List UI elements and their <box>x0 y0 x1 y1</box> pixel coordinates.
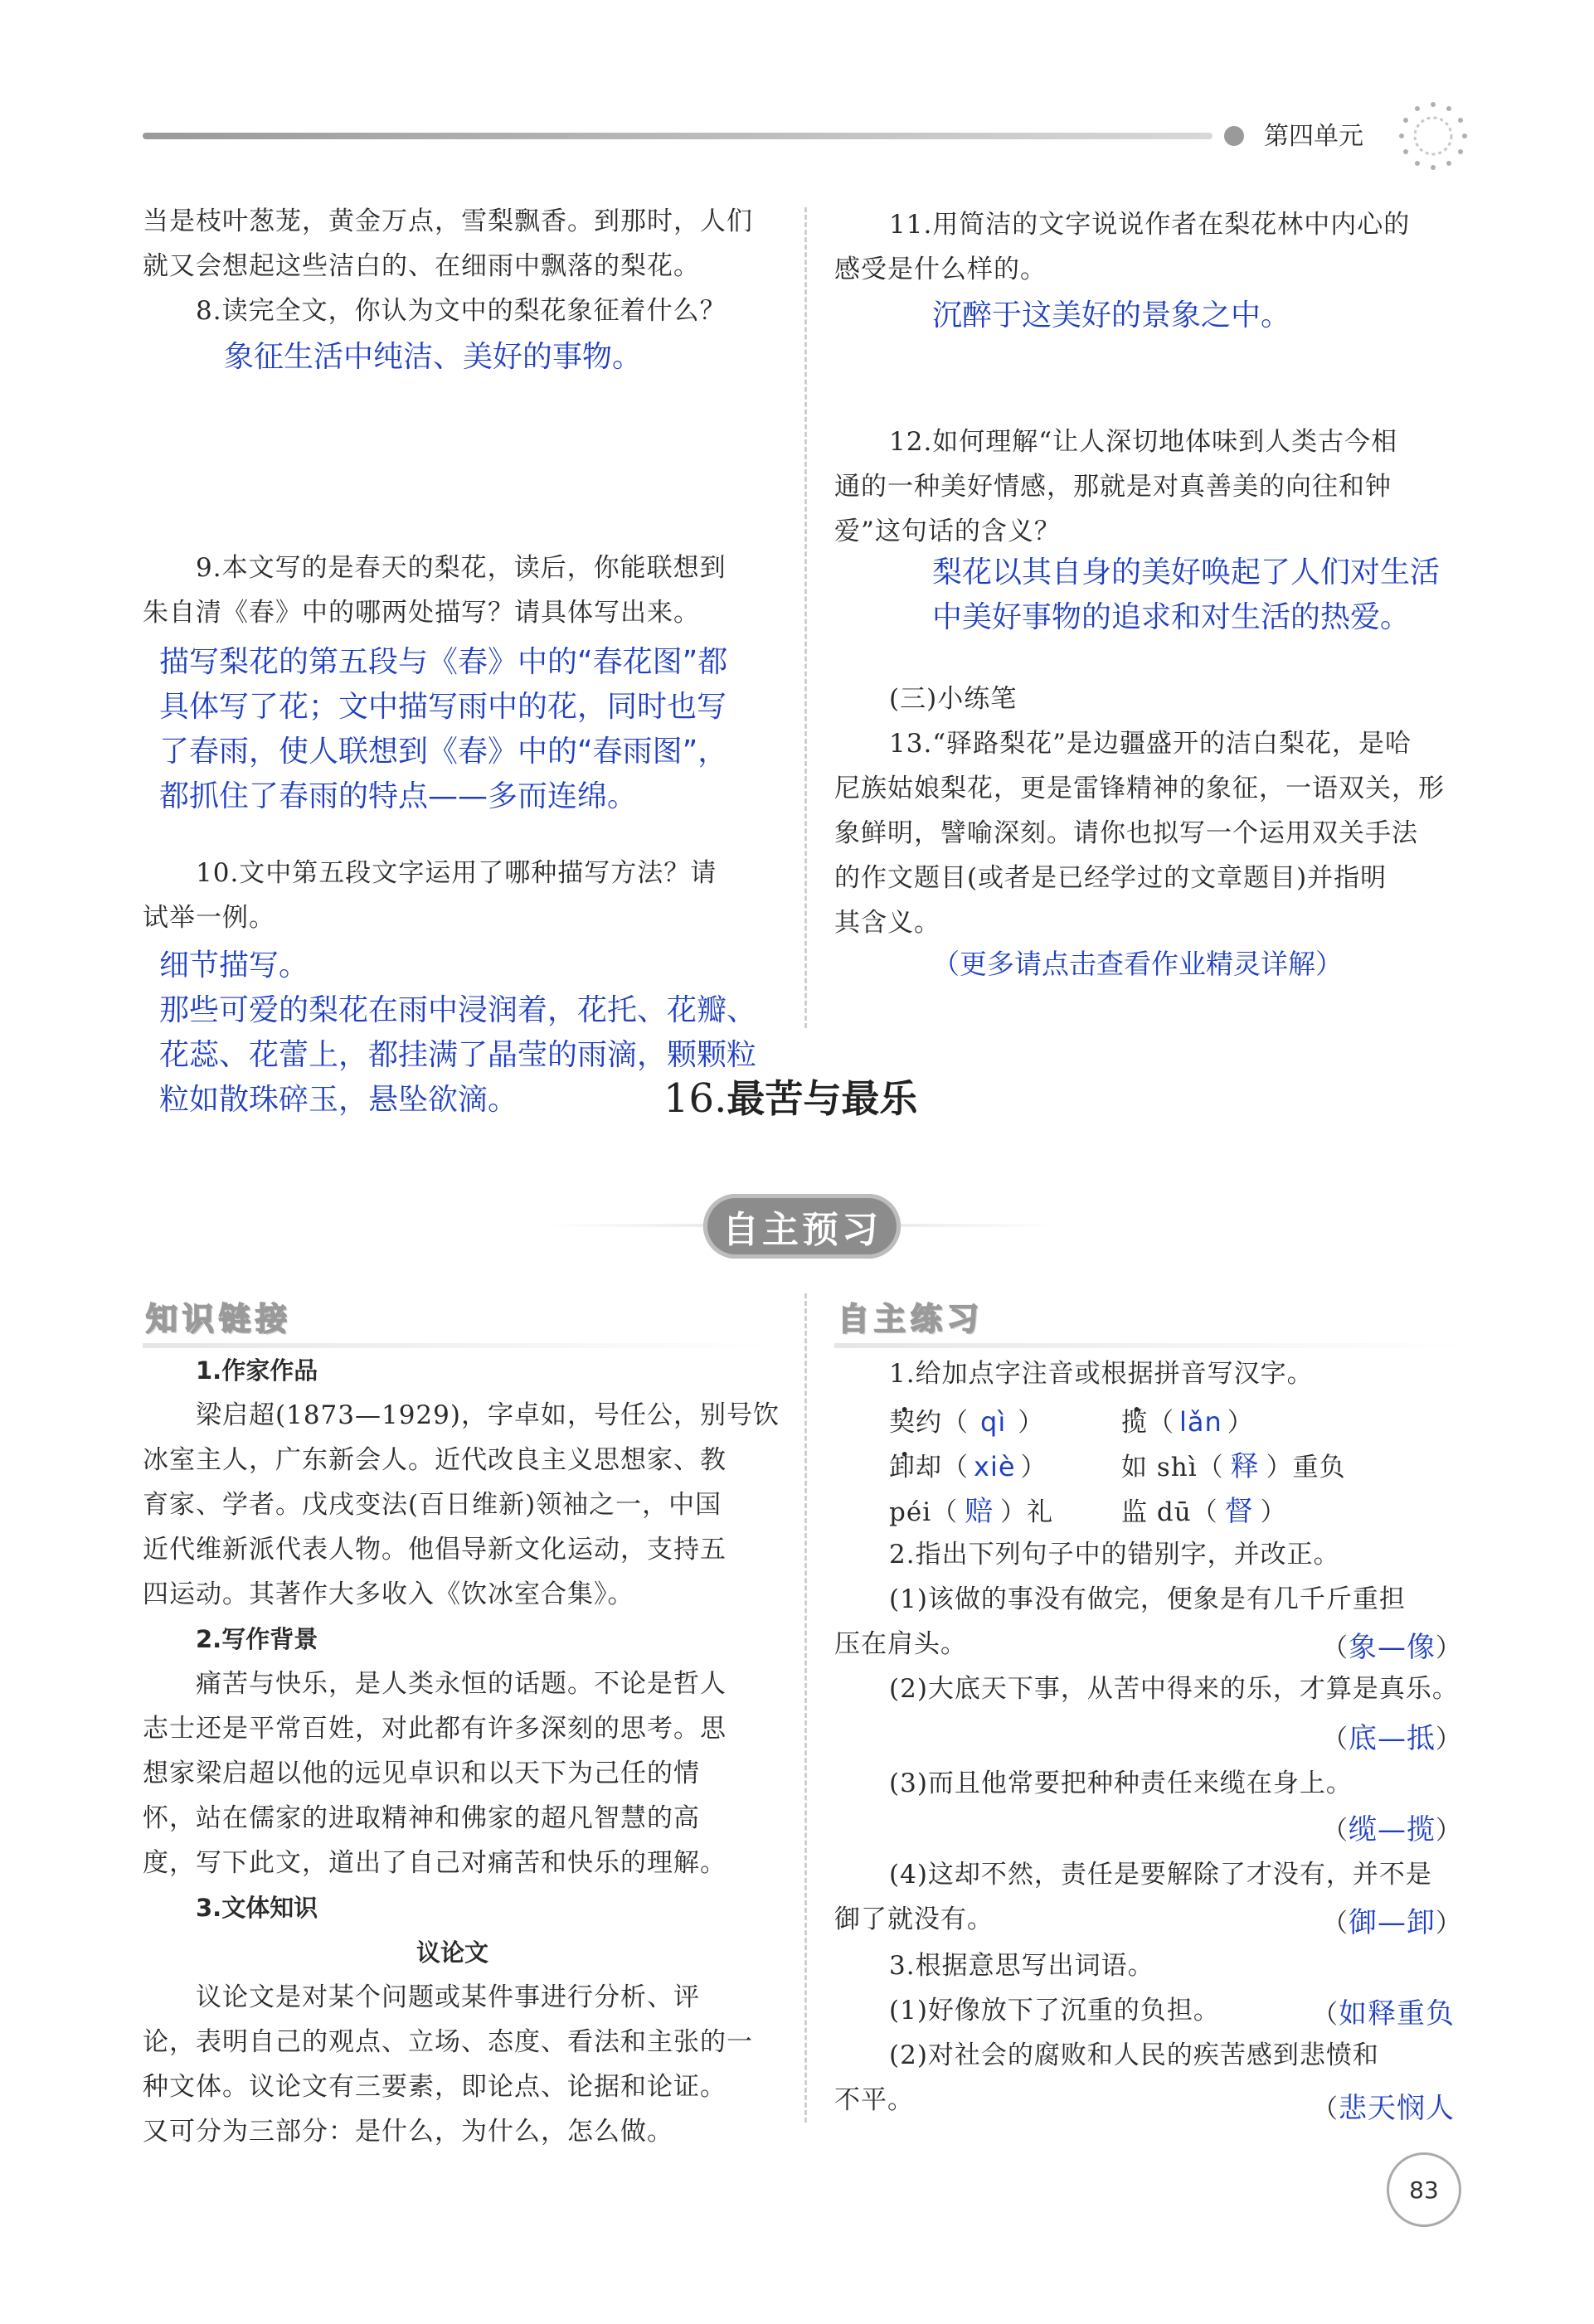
answer-s3: 缆—揽 <box>1349 1813 1436 1846</box>
passage-line: 就又会想起这些洁白的、在细雨中飘落的梨花。 <box>143 251 700 281</box>
answer-pei: 赔 <box>965 1495 994 1528</box>
question-10: 10.文中第五段文字运用了哪种描写方法？请 <box>196 858 717 888</box>
answer-10: 那些可爱的梨花在雨中浸润着，花托、花瓣、 <box>159 993 757 1027</box>
practice-tag-bar <box>834 1343 1465 1348</box>
knowledge-heading-2: 2.写作背景 <box>196 1625 318 1653</box>
answer-bracket-3: （缆—揽） <box>1322 1813 1462 1846</box>
knowledge-text: 志士还是平常百姓，对此都有许多深刻的思考。思 <box>143 1714 727 1744</box>
knowledge-text: 冰室主人，广东新会人。近代改良主义思想家、教 <box>143 1445 727 1475</box>
question-10: 试举一例。 <box>143 903 275 933</box>
knowledge-text: 想家梁启超以他的远见卓识和以天下为己任的情 <box>143 1759 700 1788</box>
header-dot-icon <box>1224 126 1244 146</box>
answer-bracket-1: （象—像） <box>1322 1631 1462 1664</box>
pinyin-item-pei: péi（ 赔 ）礼 <box>889 1495 1054 1528</box>
answer-lan: lǎn <box>1179 1406 1222 1438</box>
passage-line: 当是枝叶葱茏，黄金万点，雪梨飘香。到那时，人们 <box>143 206 753 236</box>
header-rule <box>143 133 1213 139</box>
dotted-char: 卸 <box>889 1453 916 1482</box>
question-9: 9.本文写的是春天的梨花，读后，你能联想到 <box>196 553 727 583</box>
word-1: (1)好像放下了沉重的负担。 <box>889 1996 1220 2026</box>
knowledge-text: 育家、学者。戊戌变法(百日维新)领袖之一，中国 <box>143 1490 722 1520</box>
pinyin-item-xie: 卸却（ xiè ） <box>889 1444 1047 1490</box>
lesson-number: 16. <box>663 1075 727 1122</box>
answer-bracket-w2: （悲天悯人 <box>1312 2092 1455 2125</box>
answer-10: 粒如散珠碎玉，悬坠欲滴。 <box>159 1083 518 1117</box>
question-12: 爱”这句话的含义？ <box>834 517 1061 546</box>
sentence-4: (4)这却不然，责任是要解除了才没有，并不是 <box>889 1860 1432 1890</box>
question-13: 的作文题目(或者是已经学过的文章题目)并指明 <box>834 863 1387 893</box>
answer-s4: 御—卸 <box>1349 1906 1436 1939</box>
knowledge-text: 怀，站在儒家的进取精神和佛家的超凡智慧的高 <box>143 1803 700 1833</box>
answer-bracket-2: （底—抵） <box>1322 1722 1462 1755</box>
knowledge-tag: 知识链接 <box>146 1301 293 1337</box>
question-8: 8.读完全文，你认为文中的梨花象征着什么？ <box>196 296 727 326</box>
knowledge-text: 议论文是对某个问题或某件事进行分析、评 <box>196 1982 700 2012</box>
answer-9: 了春雨，使人联想到《春》中的“春雨图”， <box>159 735 728 769</box>
answer-s2: 底—抵 <box>1349 1722 1436 1755</box>
answer-bracket-w1: （如释重负 <box>1312 1997 1455 2030</box>
question-13: 象鲜明，譬喻深刻。请你也拟写一个运用双关手法 <box>834 818 1418 848</box>
practice-tag: 自主练习 <box>838 1301 984 1337</box>
knowledge-subheading: 议论文 <box>416 1938 489 1967</box>
question-9: 朱自清《春》中的哪两处描写？请具体写出来。 <box>143 598 700 628</box>
practice-q3: 3.根据意思写出词语。 <box>889 1951 1154 1981</box>
question-13: 13.“驿路梨花”是边疆盛开的洁白梨花，是哈 <box>889 729 1412 759</box>
knowledge-heading-1: 1.作家作品 <box>196 1356 318 1385</box>
sentence-4: 御了就没有。 <box>834 1904 994 1934</box>
answer-10: 细节描写。 <box>159 949 309 982</box>
pinyin-item-du: 监 dū（ 督 ） <box>1121 1495 1287 1528</box>
sentence-1: (1)该做的事没有做完，便象是有几千斤重担 <box>889 1584 1406 1614</box>
answer-11: 沉醉于这美好的景象之中。 <box>932 298 1291 332</box>
answer-w1: 如释重负 <box>1339 1997 1455 2030</box>
knowledge-text: 又可分为三部分：是什么，为什么，怎么做。 <box>143 2117 673 2147</box>
sentence-1: 压在肩头。 <box>834 1629 967 1659</box>
knowledge-text: 论，表明自己的观点、立场、态度、看法和主张的一 <box>143 2027 753 2057</box>
word-2: 不平。 <box>834 2085 914 2115</box>
practice-q1: 1.给加点字注音或根据拼音写汉字。 <box>889 1359 1314 1389</box>
column-divider <box>804 207 807 1028</box>
section-heading: (三)小练笔 <box>889 684 1018 714</box>
page-number: 83 <box>1387 2152 1461 2227</box>
answer-9: 都抓住了春雨的特点——多而连绵。 <box>159 779 638 813</box>
lesson-title-text: 最苦与最乐 <box>727 1076 918 1121</box>
word-2: (2)对社会的腐败和人民的疾苦感到悲愤和 <box>889 2040 1379 2070</box>
pinyin-item-lan: 揽（ lǎn ） <box>1121 1400 1254 1445</box>
pinyin-item-shi: 如 shì（ 释 ）重负 <box>1121 1450 1346 1483</box>
answer-bracket-4: （御—卸） <box>1322 1906 1462 1939</box>
dotted-char: 契 <box>889 1408 916 1438</box>
sentence-2: (2)大底天下事，从苦中得来的乐，才算是真乐。 <box>889 1674 1459 1704</box>
question-12: 12.如何理解“让人深切地体味到人类古今相 <box>889 427 1398 457</box>
dotted-char: 揽 <box>1121 1408 1148 1438</box>
knowledge-text: 度，写下此文，道出了自己对痛苦和快乐的理解。 <box>143 1848 727 1878</box>
answer-qi: qì <box>980 1406 1007 1438</box>
knowledge-text: 种文体。议论文有三要素，即论点、论据和论证。 <box>143 2072 727 2102</box>
question-12: 通的一种美好情感，那就是对真善美的向往和钟 <box>834 472 1392 502</box>
pinyin-item-qi: 契约（ qì ） <box>889 1400 1044 1445</box>
sentence-3: (3)而且他常要把种种责任来缆在身上。 <box>889 1768 1353 1798</box>
column-divider-bottom <box>804 1293 807 2123</box>
knowledge-heading-3: 3.文体知识 <box>196 1894 318 1922</box>
answer-9: 具体写了花；文中描写雨中的花，同时也写 <box>159 690 727 724</box>
answer-12: 中美好事物的追求和对生活的热爱。 <box>932 600 1411 634</box>
answer-xie: xiè <box>974 1451 1016 1482</box>
answer-12: 梨花以其自身的美好唤起了人们对生活 <box>932 556 1441 589</box>
question-11: 11.用简洁的文字说说作者在梨花林中内心的 <box>889 210 1411 240</box>
question-11: 感受是什么样的。 <box>834 255 1047 284</box>
answer-8: 象征生活中纯洁、美好的事物。 <box>224 340 643 374</box>
lesson-title <box>663 1070 917 1128</box>
answer-9: 描写梨花的第五段与《春》中的“春花图”都 <box>159 645 728 679</box>
unit-title: 第四单元 <box>1264 122 1363 151</box>
sun-ornament-icon <box>1393 96 1473 176</box>
knowledge-text: 近代维新派代表人物。他倡导新文化运动，支持五 <box>143 1535 727 1565</box>
knowledge-text: 梁启超(1873—1929)，字卓如，号任公，别号饮 <box>196 1400 780 1430</box>
question-13: 其含义。 <box>834 908 940 938</box>
answer-10: 花蕊、花蕾上，都挂满了晶莹的雨滴，颗颗粒 <box>159 1038 757 1072</box>
practice-q2: 2.指出下列句子中的错别字，并改正。 <box>889 1540 1340 1570</box>
answer-w2: 悲天悯人 <box>1339 2092 1455 2125</box>
section-badge: 自主预习 <box>703 1194 901 1259</box>
answer-du: 督 <box>1224 1495 1254 1528</box>
question-13: 尼族姑娘梨花，更是雷锋精神的象征，一语双关，形 <box>834 774 1445 803</box>
answer-13-link[interactable]: （更多请点击查看作业精灵详解） <box>932 948 1343 980</box>
knowledge-text: 痛苦与快乐，是人类永恒的话题。不论是哲人 <box>196 1669 727 1699</box>
answer-shi: 释 <box>1230 1450 1260 1483</box>
answer-s1: 象—像 <box>1349 1631 1436 1664</box>
knowledge-text: 四运动。其著作大多收入《饮冰室合集》。 <box>143 1579 634 1609</box>
